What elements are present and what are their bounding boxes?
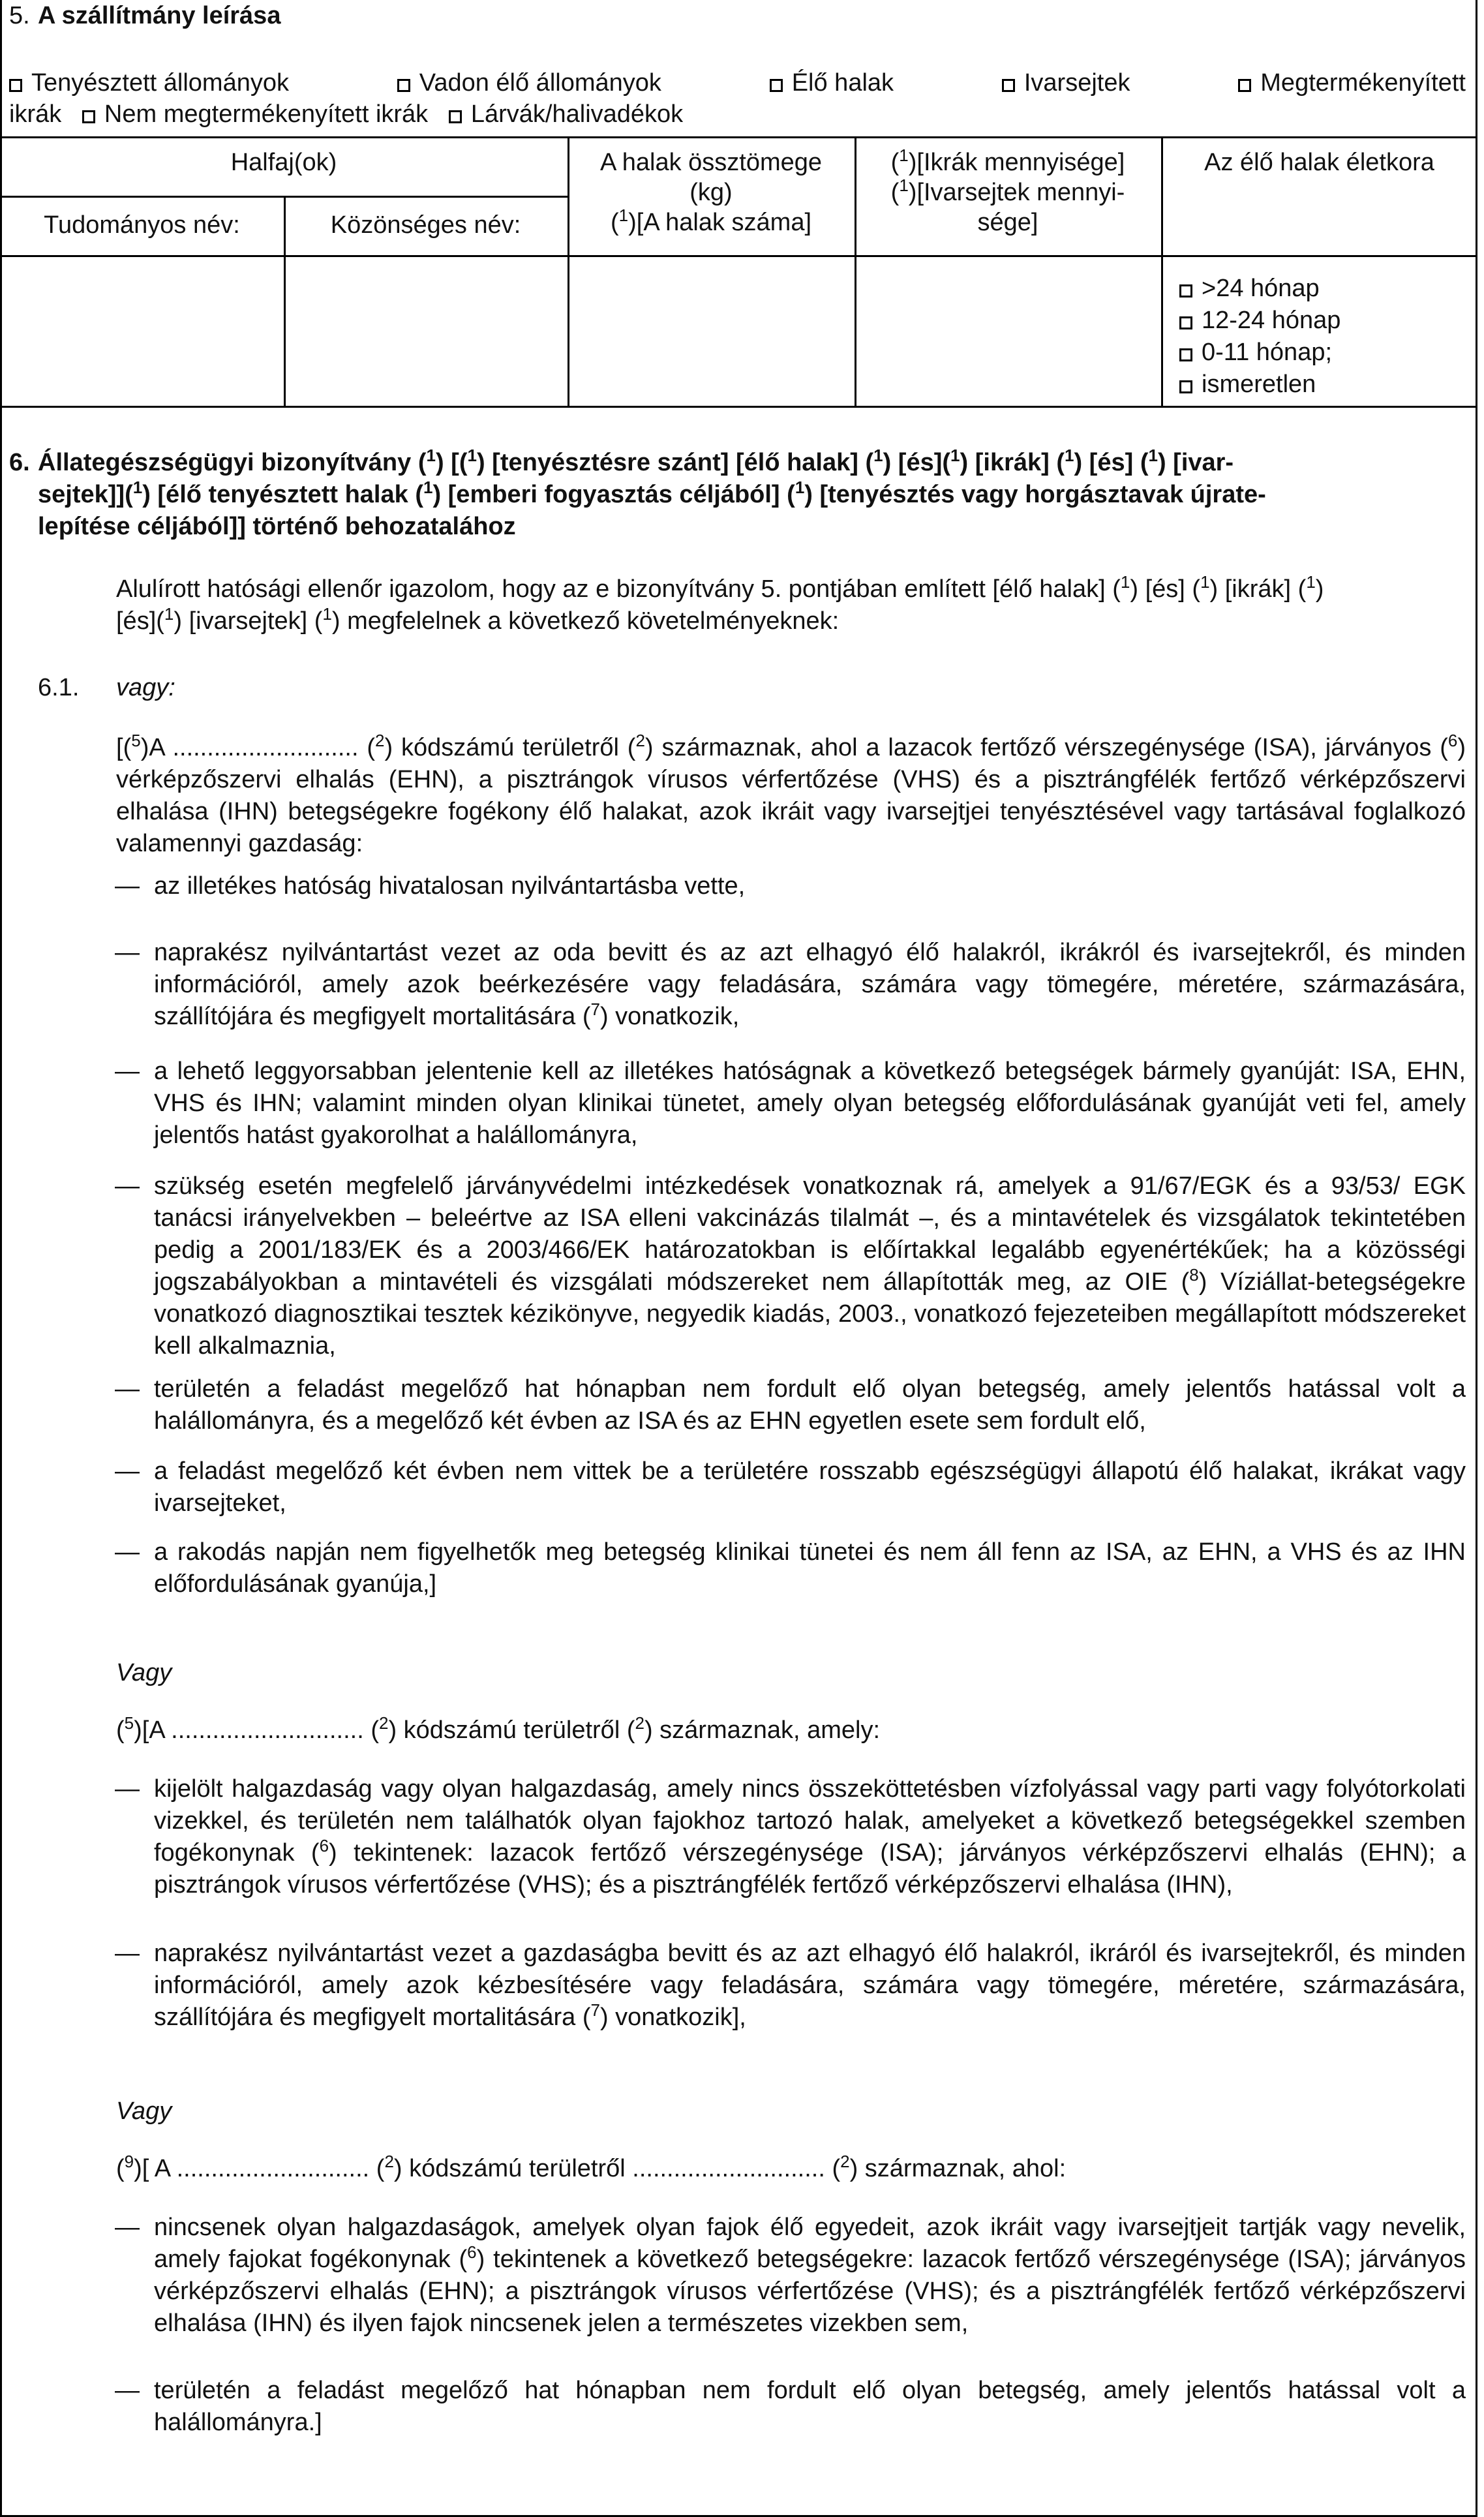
requirements-list-3	[116, 2212, 1466, 2448]
list-item: — szükség esetén megfelelő járványvédelmi intézkedések vonatkoznak rá, amelyek a 91/67/EGK és a 93/53/ EGK tanácsi irányelvekben – beleértve az ISA elleni vakcinázás tilalmát –, és a mintavételek és vizsgálatok tekintetében pedig a 2001/183/EK és a 2003/466/EK határozatokban is előírtakkal legalább egyenértékűek; ha a közösségi jogszabályokban a mintavételi és vizsgálati módszereket nem állapították meg, az OIE ($^8$) Víziállat-betegségekre vonatkozó diagnosztikai tesztek kézikönyve, negyedik kiadás, 2003., vonatkozó fejezeteiben megállapított módszereket kell alkalmaznia,	[115, 1172, 1466, 1360]
paragraph-6-1-c: ($^9$)[ A ............................ ($^2$) kódszámú területről ............................ ($^2$) származnak, ahol:	[116, 2152, 1067, 2182]
list-item: — a rakodás napján nem figyelhetők meg betegség klinikai tünetei és nem áll fenn az ISA, az EHN, a VHS és az IHN előfordulásának gyanúja,]	[115, 1538, 1466, 1598]
paragraph-6-1-a: [($^5$)A ........................... ($^2$) kódszámú területről ($^2$) származnak, ahol a lazacok fertőző vérszegénysége (ISA), járványos ($^6$) vérképzőszervi elhalás (EHN), a pisztrángok vírusos vérfertőzése (VHS) és a pisztrángfélék fertőző vérképzőszervi elhalása (IHN) betegségekre fogékony élő halakat, azok ikráit vagy ivarsejtjei tenyésztésével vagy tartásával foglalkozó valamennyi gazdaság:	[116, 731, 1466, 857]
list-item: — kijelölt halgazdaság vagy olyan halgazdaság, amely nincs összeköttetésben vízfolyással vagy parti vagy folyótorkolati vizekkel, és területén nem találhatók olyan fajokhoz tartozó halak, amelyeket a következő betegségekkel szemben fogékonynak ($^6$) tekintenek: lazacok fertőző vérszegénysége (ISA); járványos vérképzőszervi elhalás (EHN); a pisztrángok vírusos vérfertőzése (VHS); és a pisztrángfélék fertőző vérképzőszervi elhalása (IHN),	[115, 1775, 1466, 1899]
paragraph-6-1-b: ($^5$)[A ............................ ($^2$) kódszámú területről ($^2$) származnak, amely:	[116, 1713, 881, 1744]
header-age: Az élő halak életkora	[1204, 149, 1434, 176]
checkbox-continuation: ikrák	[9, 100, 62, 128]
checkbox-icon[interactable]	[82, 110, 95, 123]
list-item: — a feladást megelőző két évben nem vittek be a területére rosszabb egészségügyi állapotú élő halakat, ikrákat vagy ivarsejteket,	[115, 1457, 1466, 1517]
checkbox-icon[interactable]	[1179, 380, 1192, 393]
checkbox-option[interactable]: Megtermékenyített	[1238, 67, 1466, 99]
checkbox-icon[interactable]	[770, 79, 783, 92]
table-top-rule	[0, 136, 1477, 138]
checkbox-option[interactable]: Nem megtermékenyített ikrák	[82, 100, 428, 128]
checkbox-option[interactable]: Lárvák/halivadékok	[449, 100, 683, 128]
age-option[interactable]: 0-11 hónap;	[1179, 337, 1340, 369]
requirements-list-1	[116, 870, 1466, 1609]
age-options	[1179, 273, 1340, 401]
subsection-number: 6.1.	[38, 674, 80, 701]
section-6-title: 6. Állategészségügyi bizonyítvány ($^1$) [($^1$) [tenyésztésre szánt] [élő halak] ($^1$) [és]($^1$) [ikrák] ($^1$) [és] ($^1$) [ivar- sejtek]]($^1$) [élő tenyésztett halak ($^1$) [emberi fogyasztás céljából] ($^1$) [tenyésztés vagy horgásztavak újrate- lepítése céljából]] történő behozatalához	[9, 446, 1266, 540]
checkbox-icon[interactable]	[9, 79, 22, 92]
checkbox-icon[interactable]	[1179, 284, 1192, 297]
header-scientific-name: Tudományos név:	[44, 211, 240, 239]
checkbox-icon[interactable]	[1179, 316, 1192, 329]
list-item: — nincsenek olyan halgazdaságok, amelyek olyan fajok élő egyedeit, azok ikráit vagy ivarsejtjeit tartják vagy nevelik, amely fajokat fogékonynak ($^6$) tekintenek a következő betegségekre: lazacok fertőző vérszegénysége (ISA); járványos vérképzőszervi elhalás (EHN); a pisztrángok vírusos vérfertőzése (VHS); és a pisztrángfélék fertőző vérképzőszervi elhalása (IHN) és ilyen fajok nincsenek jelen a természetes vizekben sem,	[115, 2214, 1466, 2337]
checkbox-icon[interactable]	[397, 79, 410, 92]
header-halfaj: Halfaj(ok)	[230, 149, 337, 176]
list-item: — területén a feladást megelőző hat hónapban nem fordult elő olyan betegség, amely jelentős hatással volt a halállományra, és a megelőző két évben az ISA és az EHN egyetlen esete sem fordult elő,	[115, 1375, 1466, 1435]
age-option[interactable]: ismeretlen	[1179, 369, 1340, 401]
checkbox-icon[interactable]	[449, 110, 462, 123]
checkbox-icon[interactable]	[1238, 79, 1251, 92]
table-bottom-rule	[0, 406, 1477, 408]
consignment-type-row-2	[9, 99, 1466, 130]
checkbox-icon[interactable]	[1179, 348, 1192, 361]
vagy-label: Vagy	[116, 1659, 172, 1686]
checkbox-icon[interactable]	[1002, 79, 1015, 92]
section-number: 5.	[9, 2, 30, 29]
header-total-weight: A halak össztömege (kg) ($^1$)[A halak száma]	[599, 149, 823, 236]
checkbox-option[interactable]: Tenyésztett állományok	[9, 67, 289, 99]
list-item: — az illetékes hatóság hivatalosan nyilvántartásba vette,	[115, 872, 746, 900]
list-item: — területén a feladást megelőző hat hónapban nem fordult elő olyan betegség, amely jelentős hatással volt a halállományra.]	[115, 2377, 1466, 2436]
vagy-label: Vagy	[116, 2098, 172, 2125]
header-common-name: Közönséges név:	[330, 211, 521, 239]
requirements-list-2	[116, 1773, 1466, 2049]
vagy-label: vagy:	[116, 674, 175, 701]
section-title: A szállítmány leírása	[38, 2, 281, 29]
checkbox-option[interactable]: Vadon élő állományok	[397, 67, 661, 99]
age-option[interactable]: 12-24 hónap	[1179, 305, 1340, 337]
section-5-heading	[9, 0, 1473, 32]
header-egg-quantity: ($^1$)[Ikrák mennyisége] ($^1$)[Ivarsejtek mennyi- sége]	[890, 145, 1125, 236]
checkbox-option[interactable]: Élő halak	[770, 67, 894, 99]
table-header-rule	[0, 255, 1477, 257]
list-item: — naprakész nyilvántartást vezet a gazdaságba bevitt és az azt elhagyó élő halakról, ikráról és ivarsejtekről, és minden információról, amely azok kézbesítésére vagy feladására, számára vagy tömegére, méretére, származására, szállítójára és megfigyelt mortalitására ($^7$) vonatkozik],	[115, 1940, 1466, 2031]
section-6-intro: Alulírott hatósági ellenőr igazolom, hogy az e bizonyítvány 5. pontjában említett [élő halak] ($^1$) [és] ($^1$) [ikrák] ($^1$) [és]($^1$) [ivarsejtek] ($^1$) megfelelnek a következő követelményeknek:	[116, 572, 1324, 635]
section-number: 6.	[9, 449, 30, 476]
consignment-type-row-1	[9, 67, 1466, 99]
list-item: — naprakész nyilvántartást vezet az oda bevitt és az azt elhagyó élő halakról, ikrákról és ivarsejtekről, és minden információról, amely azok beérkezésére vagy feladására, számára vagy tömegére, méretére, származására, szállítójára és megfigyelt mortalitására ($^7$) vonatkozik,	[115, 939, 1466, 1030]
list-item: — a lehető leggyorsabban jelentenie kell az illetékes hatóságnak a következő betegségek bármely gyanúját: ISA, EHN, VHS és IHN; valamint minden olyan klinikai tünetet, amely olyan betegség előfordulásának gyanúját veti fel, amely jelentős hatást gyakorolhat a halállományra,	[115, 1058, 1466, 1149]
age-option[interactable]: >24 hónap	[1179, 273, 1340, 305]
checkbox-option[interactable]: Ivarsejtek	[1002, 67, 1130, 99]
